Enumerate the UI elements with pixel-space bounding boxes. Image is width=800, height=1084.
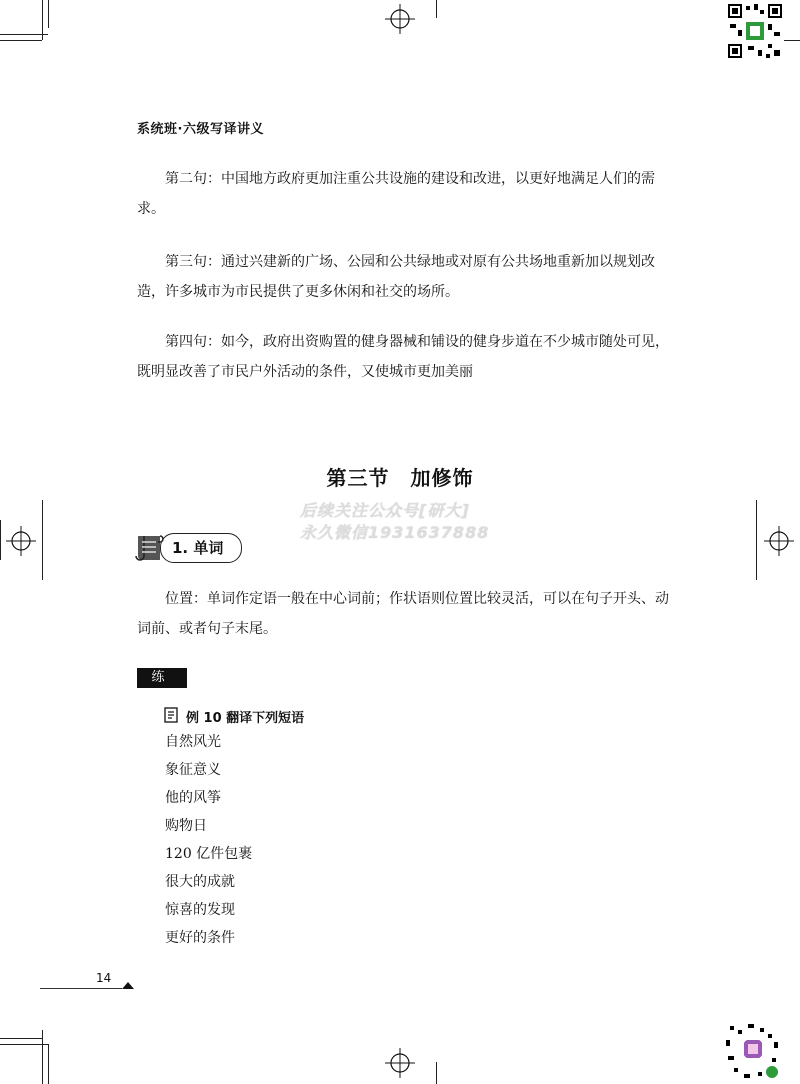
page-arrow-icon	[122, 982, 134, 989]
crop-mark	[756, 500, 757, 580]
registration-mark-icon	[385, 4, 415, 34]
crop-mark	[48, 0, 49, 28]
list-item: 象征意义	[165, 762, 221, 778]
list-item: 他的风筝	[165, 790, 221, 806]
list-item: 购物日	[165, 818, 207, 834]
crop-mark	[436, 0, 437, 18]
watermark	[300, 500, 510, 544]
list-item: 很大的成就	[165, 874, 235, 890]
crop-mark	[42, 1030, 43, 1084]
subsection-tag	[132, 530, 242, 566]
subsection-label: 1. 单词	[172, 539, 224, 557]
list-item: 惊喜的发现	[165, 902, 235, 918]
list-item: 更好的条件	[165, 930, 235, 946]
crop-mark	[436, 1062, 437, 1084]
crop-mark	[0, 34, 48, 35]
crop-mark	[0, 520, 1, 560]
running-header: 系统班·六级写译讲义	[137, 122, 264, 137]
qr-code-icon	[726, 2, 784, 60]
phrase-list	[165, 732, 252, 956]
list-item: 自然风光	[165, 734, 221, 750]
registration-mark-icon	[764, 526, 794, 556]
page-number: 14	[96, 971, 112, 985]
list-item: 120 亿件包裹	[165, 846, 253, 862]
registration-mark-icon	[6, 526, 36, 556]
page-rule	[40, 988, 122, 989]
scroll-icon	[132, 530, 168, 566]
example-title: 例 10 翻译下列短语	[186, 711, 305, 726]
paragraph-sentence-3: 第三句：通过兴建新的广场、公园和公共绿地或对原有公共场地重新加以规划改造，许多城市为市民提供了更多休闲和社交的场所。	[137, 254, 655, 300]
crop-mark	[0, 1038, 42, 1039]
watermark-line: 永久微信1931637888	[300, 523, 490, 542]
crop-mark	[42, 500, 43, 580]
position-paragraph: 位置：单词作定语一般在中心词前；作状语则位置比较灵活，可以在句子开头、动词前、或者句子末尾。	[137, 591, 669, 637]
watermark-line: 后续关注公众号[研大]	[300, 501, 470, 520]
crop-mark	[0, 40, 42, 41]
practice-label: 练 习	[137, 668, 187, 688]
crop-mark	[48, 1044, 49, 1084]
registration-mark-icon	[385, 1048, 415, 1078]
qr-code-icon	[724, 1022, 782, 1080]
section-title: 第三节 加修饰	[326, 466, 474, 490]
paragraph-sentence-4: 第四句：如今，政府出资购置的健身器械和铺设的健身步道在不少城市随处可见，既明显改善了市民户外活动的条件，又使城市更加美丽	[137, 334, 669, 380]
example-book-icon	[164, 707, 178, 723]
crop-mark	[0, 1044, 48, 1045]
paragraph-sentence-2: 第二句：中国地方政府更加注重公共设施的建设和改进，以更好地满足人们的需求。	[137, 171, 655, 217]
